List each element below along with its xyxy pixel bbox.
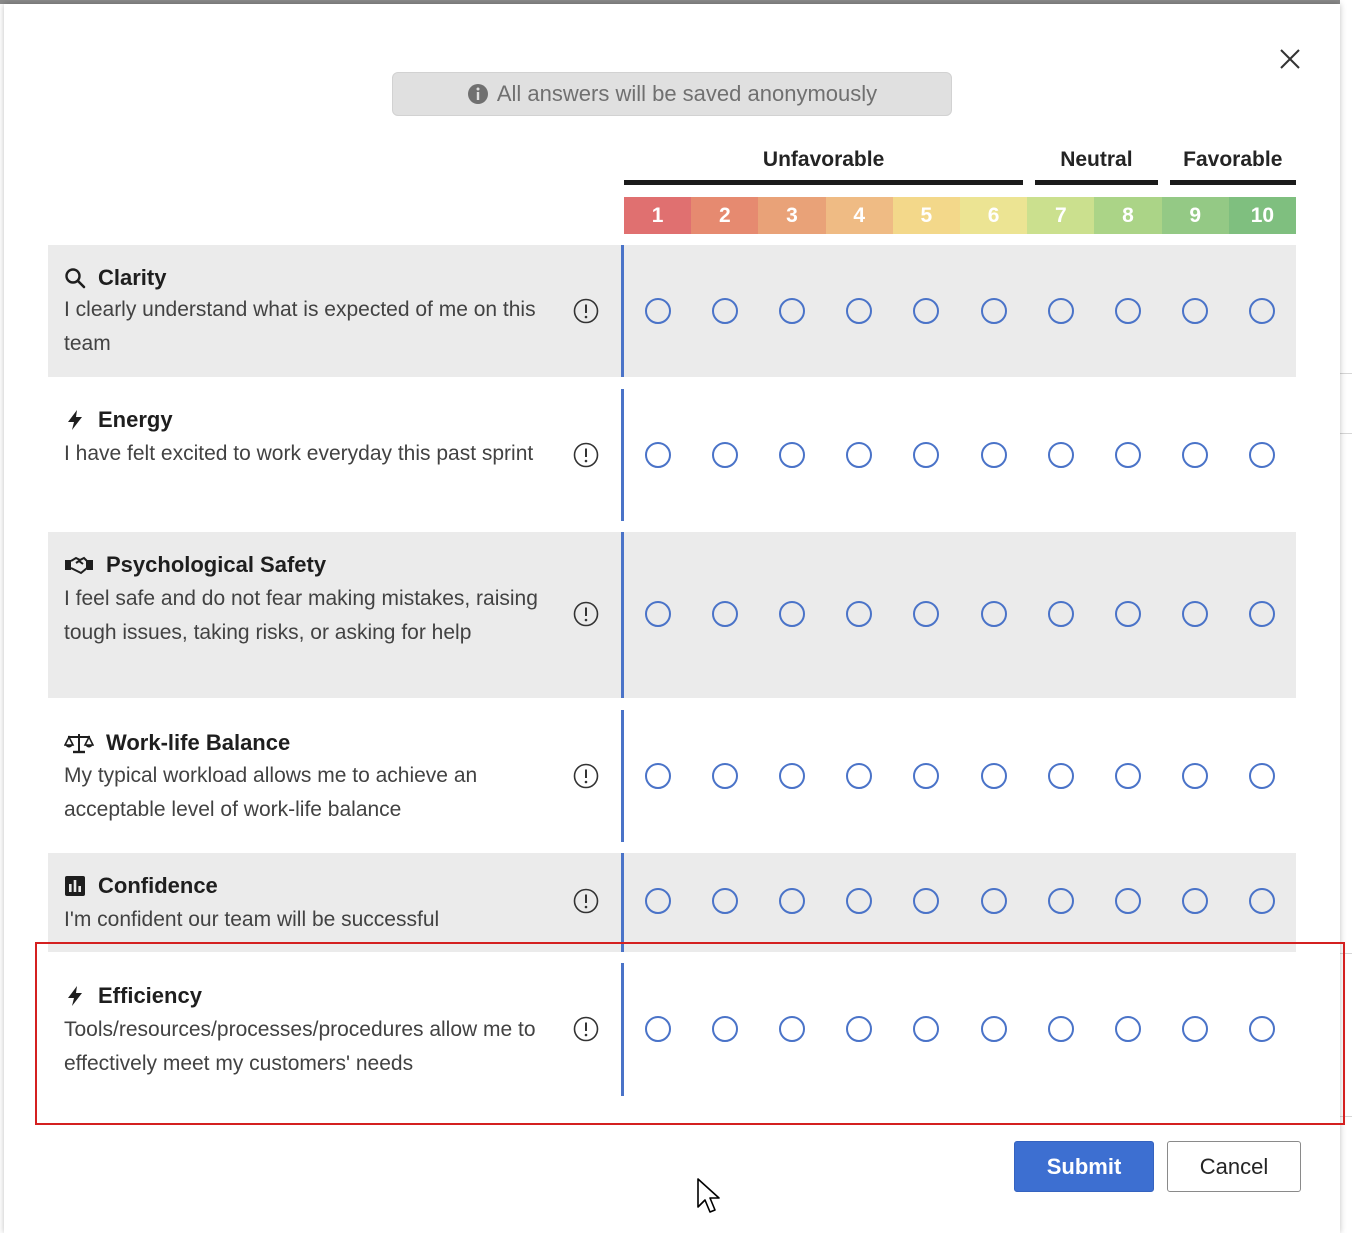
question-text: My typical workload allows me to achieve an acceptable level of work-life balance [64,764,478,821]
scale-point-6: 6 [960,197,1027,234]
question-title-text: Energy [98,407,173,432]
scale-point-4: 4 [826,197,893,234]
rating-radio-5[interactable] [913,1016,939,1042]
rating-radio-2[interactable] [712,601,738,627]
question-title [64,407,173,433]
row-divider [621,710,624,842]
question-text: I'm confident our team will be successful [64,908,440,931]
rating-radio-3[interactable] [779,298,805,324]
info-exclamation-icon[interactable] [573,601,599,627]
rating-radio-4[interactable] [846,601,872,627]
rating-radio-4[interactable] [846,1016,872,1042]
rating-radio-6[interactable] [981,601,1007,627]
rating-radio-5[interactable] [913,888,939,914]
question-title-text: Psychological Safety [106,552,327,577]
rating-radio-9[interactable] [1182,442,1208,468]
scale-group-bar [624,180,1023,185]
background-page [1340,0,1352,1233]
rating-radio-1[interactable] [645,888,671,914]
rating-radio-1[interactable] [645,601,671,627]
question-title-text: Clarity [98,265,167,290]
question-row-energy [48,389,1296,521]
row-divider [621,963,624,1096]
rating-radio-3[interactable] [779,888,805,914]
question-row-psychological-safety [48,532,1296,698]
scale-group-neutral: Neutral [1060,148,1133,171]
rating-radio-6[interactable] [981,763,1007,789]
close-icon[interactable] [1274,42,1306,74]
question-title-text: Work-life Balance [106,730,291,755]
rating-radio-3[interactable] [779,601,805,627]
rating-radio-9[interactable] [1182,1016,1208,1042]
rating-radio-6[interactable] [981,298,1007,324]
chart-icon [64,875,86,897]
rating-radio-8[interactable] [1115,601,1141,627]
scale-point-7: 7 [1027,197,1094,234]
question-row-work-life-balance [48,710,1296,842]
row-divider [621,389,624,521]
rating-radio-3[interactable] [779,763,805,789]
rating-radio-3[interactable] [779,1016,805,1042]
rating-radio-6[interactable] [981,1016,1007,1042]
scale-point-5: 5 [893,197,960,234]
submit-button[interactable]: Submit [1014,1141,1154,1192]
rating-radio-4[interactable] [846,442,872,468]
rating-radio-10[interactable] [1249,1016,1275,1042]
rating-radio-8[interactable] [1115,298,1141,324]
scale-group-bar [1170,180,1296,185]
rating-radio-5[interactable] [913,601,939,627]
info-exclamation-icon[interactable] [573,442,599,468]
rating-radio-6[interactable] [981,888,1007,914]
rating-radio-8[interactable] [1115,1016,1141,1042]
row-divider [621,532,624,698]
rating-radio-4[interactable] [846,298,872,324]
rating-radio-5[interactable] [913,763,939,789]
question-title-text: Confidence [98,873,218,898]
rating-radio-7[interactable] [1048,888,1074,914]
rating-radio-7[interactable] [1048,1016,1074,1042]
anonymous-notice [392,72,952,116]
handshake-icon [64,554,94,576]
rating-radio-2[interactable] [712,1016,738,1042]
rating-radio-7[interactable] [1048,442,1074,468]
rating-radio-9[interactable] [1182,763,1208,789]
rating-radio-2[interactable] [712,888,738,914]
scale-point-9: 9 [1162,197,1229,234]
rating-radio-9[interactable] [1182,888,1208,914]
question-title [64,873,218,899]
question-text: I feel safe and do not fear making mistakes, raising tough issues, taking risks, or asking for help [64,587,538,644]
rating-radio-7[interactable] [1048,763,1074,789]
scale-point-8: 8 [1094,197,1161,234]
row-divider [621,245,624,377]
mouse-cursor-icon [696,1177,722,1217]
rating-radio-2[interactable] [712,763,738,789]
rating-radio-6[interactable] [981,442,1007,468]
rating-radio-1[interactable] [645,298,671,324]
info-exclamation-icon[interactable] [573,888,599,914]
scales-icon [64,732,94,754]
rating-radio-5[interactable] [913,442,939,468]
rating-radio-7[interactable] [1048,298,1074,324]
lightning-icon [64,985,86,1007]
rating-radio-10[interactable] [1249,763,1275,789]
rating-radio-4[interactable] [846,763,872,789]
rating-radio-10[interactable] [1249,442,1275,468]
scale-point-1: 1 [624,197,691,234]
question-title-text: Efficiency [98,983,202,1008]
rating-radio-5[interactable] [913,298,939,324]
scale-point-10: 10 [1229,197,1296,234]
scale-point-3: 3 [758,197,825,234]
question-text: I clearly understand what is expected of me on this team [64,298,536,355]
rating-radio-9[interactable] [1182,298,1208,324]
lightning-icon [64,409,86,431]
scale-group-favorable: Favorable [1183,148,1283,171]
question-row-clarity [48,245,1296,377]
rating-radio-1[interactable] [645,442,671,468]
scale-point-2: 2 [691,197,758,234]
question-title [64,552,326,578]
rating-radio-10[interactable] [1249,601,1275,627]
question-text: I have felt excited to work everyday this past sprint [64,442,534,465]
question-title [64,983,202,1009]
question-row-efficiency [48,963,1296,1096]
question-text: Tools/resources/processes/procedures allow me to effectively meet my customers' needs [64,1018,536,1075]
rating-radio-7[interactable] [1048,601,1074,627]
rating-radio-4[interactable] [846,888,872,914]
row-divider [621,853,624,952]
rating-radio-10[interactable] [1249,888,1275,914]
rating-radio-9[interactable] [1182,601,1208,627]
cancel-button[interactable]: Cancel [1167,1141,1301,1192]
search-icon [64,267,86,289]
rating-radio-3[interactable] [779,442,805,468]
rating-radio-8[interactable] [1115,763,1141,789]
info-exclamation-icon[interactable] [573,763,599,789]
scale-group-bar [1035,180,1157,185]
info-exclamation-icon[interactable] [573,298,599,324]
question-row-confidence [48,853,1296,952]
rating-radio-1[interactable] [645,1016,671,1042]
question-title [64,730,290,756]
question-title [64,265,166,291]
notice-text: All answers will be saved anonymously [496,81,878,106]
rating-radio-2[interactable] [712,298,738,324]
rating-radio-8[interactable] [1115,888,1141,914]
rating-radio-1[interactable] [645,763,671,789]
rating-radio-10[interactable] [1249,298,1275,324]
info-icon [467,83,489,105]
scale-group-unfavorable: Unfavorable [762,148,885,171]
info-exclamation-icon[interactable] [573,1016,599,1042]
rating-radio-2[interactable] [712,442,738,468]
rating-radio-8[interactable] [1115,442,1141,468]
